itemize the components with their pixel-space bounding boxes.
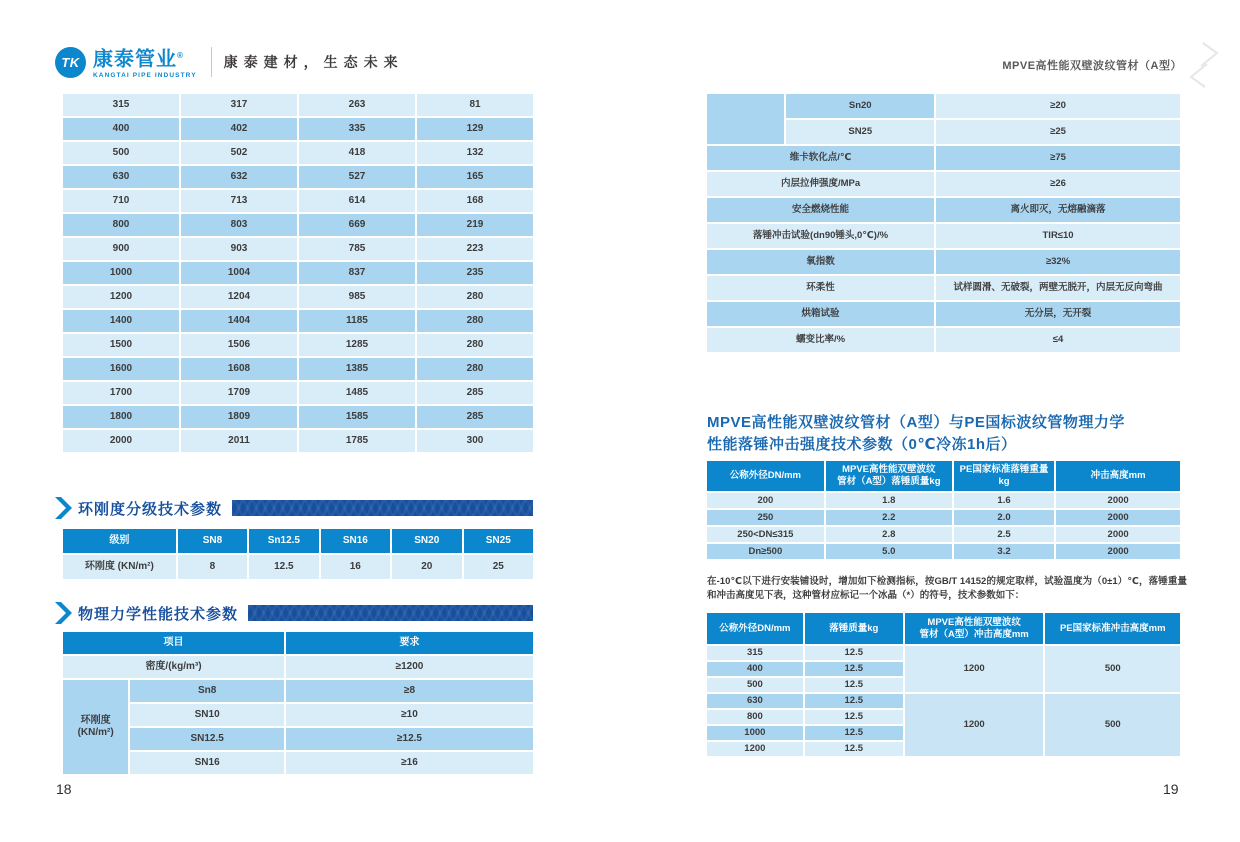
table-cell: 900 [63,238,179,260]
row-label: SN16 [130,752,284,774]
column-header: 公称外径DN/mm [707,461,824,491]
table-cell: 985 [299,286,415,308]
row-label: Sn8 [130,680,284,702]
table-cell: 165 [417,166,533,188]
table-cell: 1.6 [954,493,1054,508]
column-header: 冲击高度mm [1056,461,1180,491]
table-row [63,358,533,380]
table-cell: 335 [299,118,415,140]
table-cell: 785 [299,238,415,260]
table-cell: 1785 [299,430,415,452]
table-cell: 1485 [299,382,415,404]
row-label: 维卡软化点/℃ [707,146,934,170]
table-cell: 1.8 [826,493,952,508]
row-label: 蠕变比率/% [707,328,934,352]
table-row [707,493,1180,508]
column-header: Sn12.5 [249,529,318,553]
brand-subtitle: KANGTAI PIPE INDUSTRY [93,71,197,79]
column-header: SN16 [321,529,390,553]
table-cell: 20 [392,555,461,579]
table-cell: 1500 [63,334,179,356]
table-cell: 12.5 [805,742,903,756]
table-row [707,694,1180,708]
table-row [707,94,1180,118]
column-header [905,613,1044,644]
table-cell: 168 [417,190,533,212]
table-row [63,118,533,140]
table-cell: 632 [181,166,297,188]
table-cell: 1404 [181,310,297,332]
table-cell: 223 [417,238,533,260]
table-row [63,190,533,212]
table-cell: 132 [417,142,533,164]
table-cell: 500 [63,142,179,164]
table-cell: 1004 [181,262,297,284]
impact-title-line1: MPVE高性能双壁波纹管材（A型）与PE国标波纹管物理力学 [707,414,1125,431]
row-label: 环柔性 [707,276,934,300]
brand-s-icon [1188,40,1220,90]
table-cell: 803 [181,214,297,236]
table-cell: ≥32% [936,250,1180,274]
table-cell: ≥12.5 [286,728,533,750]
pipe-dimension-table [61,92,535,454]
column-header-line: 管材（A型）冲击高度mm [919,628,1029,640]
table-cell: 614 [299,190,415,212]
table-cell: TIR≤10 [936,224,1180,248]
table-row [63,334,533,356]
table-row [707,527,1180,542]
column-header-line: MPVE高性能双壁波纹 [842,464,936,476]
brand-tagline: 康泰建材，生态未来 [223,54,404,71]
table-cell: 200 [707,493,824,508]
table-row [63,430,533,452]
table-cell: 1809 [181,406,297,428]
section-title-bar [232,500,533,516]
section-ring-stiffness-header [55,497,533,519]
table-cell: 669 [299,214,415,236]
registered-mark: ® [177,51,184,60]
table-cell: 12.5 [805,678,903,692]
table-cell: 12.5 [805,646,903,660]
section-physical-header [55,602,533,624]
table-row [707,276,1180,300]
table-cell: 1000 [63,262,179,284]
section-title-bar [248,605,533,621]
column-header: 级别 [63,529,176,553]
brand-text-block [93,46,197,79]
table-row [63,704,533,726]
table-cell: 903 [181,238,297,260]
table-cell: 713 [181,190,297,212]
table-row [63,555,533,579]
brand-logo [55,46,404,79]
section-arrow-icon [55,497,72,519]
column-header: SN8 [178,529,247,553]
table-row [63,728,533,750]
column-header: PE国家标准落锤重量kg [954,461,1054,491]
group-label-line: 环刚度 [80,714,111,726]
table-row [707,198,1180,222]
table-cell: ≥8 [286,680,533,702]
table-cell: 离火即灭，无熔融滴落 [936,198,1180,222]
table-cell: 2000 [1056,544,1180,559]
page-number-right: 19 [1163,781,1179,797]
table-cell: 400 [707,662,803,676]
table-row [63,238,533,260]
table-cell: 400 [63,118,179,140]
table-cell: 1204 [181,286,297,308]
merged-cell: 1200 [905,646,1044,692]
table-cell: 2000 [1056,493,1180,508]
table-cell: 630 [63,166,179,188]
impact-title-line2: 性能落锤冲击强度技术参数（0℃冷冻1h后） [707,436,1017,453]
table-cell: ≥10 [286,704,533,726]
table-cell: 2011 [181,430,297,452]
table-cell: ≥25 [936,120,1180,144]
table-cell: 1385 [299,358,415,380]
table-cell: 2000 [1056,510,1180,525]
table-cell: 12.5 [805,710,903,724]
table-cell: 1700 [63,382,179,404]
section-title: 环刚度分级技术参数 [78,500,223,518]
table-cell: 81 [417,94,533,116]
table-cell: 837 [299,262,415,284]
row-label: 环刚度 (KN/m²) [63,555,176,579]
table-cell: 129 [417,118,533,140]
row-label: 氧指数 [707,250,934,274]
column-header: SN20 [392,529,461,553]
table-cell: 1200 [63,286,179,308]
table-cell: 1800 [63,406,179,428]
table-cell: 1585 [299,406,415,428]
table-cell: 285 [417,382,533,404]
table-row [707,302,1180,326]
table-cell: Dn≥500 [707,544,824,559]
table-row [63,286,533,308]
column-header: 落锤质量kg [805,613,903,644]
table-header-row [63,529,533,553]
section-arrow-icon [55,602,72,624]
table-cell: 280 [417,334,533,356]
table-row [707,172,1180,196]
table-cell: 1709 [181,382,297,404]
table-cell: 250<DN≤315 [707,527,824,542]
table-cell: 1608 [181,358,297,380]
table-header-row [63,632,533,654]
table-cell: 12.5 [805,726,903,740]
row-label: 落锤冲击试验(dn90锤头,0℃)/% [707,224,934,248]
table-cell: 500 [707,678,803,692]
column-header: SN25 [464,529,534,553]
group-label [63,680,128,774]
table-cell: 800 [707,710,803,724]
row-label: SN25 [786,120,934,144]
table-row [63,310,533,332]
page-topic-title: MPVE高性能双壁波纹管材（A型） [1002,60,1182,72]
row-label: 安全燃烧性能 [707,198,934,222]
table-cell: 8 [178,555,247,579]
table-cell: 280 [417,286,533,308]
table-cell: 315 [63,94,179,116]
cold-impact-table [705,611,1182,758]
table-header-row [707,461,1180,491]
table-cell: 1185 [299,310,415,332]
section-title: 物理力学性能技术参数 [78,605,239,623]
table-cell: 1506 [181,334,297,356]
row-label: SN10 [130,704,284,726]
table-cell: 800 [63,214,179,236]
row-label: Sn20 [786,94,934,118]
table-cell: 418 [299,142,415,164]
table-row [707,544,1180,559]
table-cell: 12.5 [805,662,903,676]
table-cell: 315 [707,646,803,660]
table-cell: 235 [417,262,533,284]
group-label-empty [707,94,784,144]
table-cell: 2.5 [954,527,1054,542]
table-cell: 285 [417,406,533,428]
table-cell: ≥20 [936,94,1180,118]
table-row [707,646,1180,660]
impact-strength-table [705,459,1182,561]
impact-section-title [707,412,1187,456]
table-cell: 无分层，无开裂 [936,302,1180,326]
table-cell: 402 [181,118,297,140]
table-cell: 3.2 [954,544,1054,559]
physical-properties-continued-table [705,92,1182,354]
table-cell: ≥16 [286,752,533,774]
brand-name [93,46,197,70]
table-row [63,214,533,236]
table-cell: 5.0 [826,544,952,559]
table-row [63,680,533,702]
table-cell: 试样圆滑、无破裂，两壁无脱开，内层无反向弯曲 [936,276,1180,300]
column-header: 公称外径DN/mm [707,613,803,644]
column-header-line: 管材（A型）落锤质量kg [837,476,941,487]
brand-name-text: 康泰管业 [93,48,177,71]
header-divider [211,47,212,77]
row-label: 内层拉伸强度/MPa [707,172,934,196]
table-cell: 12.5 [249,555,318,579]
brand-logo-icon: TK [55,47,86,78]
column-header: 要求 [286,632,533,654]
table-cell: 2000 [1056,527,1180,542]
group-label-line: (KN/m²) [77,727,114,738]
table-cell: 280 [417,310,533,332]
table-cell: 317 [181,94,297,116]
row-label: 烘箱试验 [707,302,934,326]
table-cell: 25 [464,555,534,579]
table-cell: 12.5 [805,694,903,708]
table-cell: 219 [417,214,533,236]
table-row [63,656,533,678]
physical-properties-table [61,630,535,776]
table-cell: 1400 [63,310,179,332]
column-header: 项目 [63,632,284,654]
table-cell: 630 [707,694,803,708]
ring-stiffness-table [61,527,535,581]
table-row [707,146,1180,170]
table-row [707,250,1180,274]
table-cell: 2.8 [826,527,952,542]
table-cell: 2000 [63,430,179,452]
table-cell: 1200 [707,742,803,756]
column-header-line: MPVE高性能双壁波纹 [927,616,1021,628]
table-cell: 710 [63,190,179,212]
page-number-left: 18 [56,781,72,797]
table-cell: 263 [299,94,415,116]
row-label: SN12.5 [130,728,284,750]
table-cell: 280 [417,358,533,380]
table-row [63,94,533,116]
table-cell: 527 [299,166,415,188]
table-cell: ≥1200 [286,656,533,678]
table-row [63,166,533,188]
column-header [826,461,952,491]
table-header-row [707,613,1180,644]
merged-cell: 500 [1045,694,1180,756]
table-row [63,382,533,404]
merged-cell: 1200 [905,694,1044,756]
header-right [1002,40,1220,90]
table-cell: 2.0 [954,510,1054,525]
table-cell: 502 [181,142,297,164]
merged-cell: 500 [1045,646,1180,692]
table-cell: 300 [417,430,533,452]
table-cell: ≥75 [936,146,1180,170]
table-row [63,406,533,428]
table-cell: ≤4 [936,328,1180,352]
table-cell: 2.2 [826,510,952,525]
column-header: PE国家标准冲击高度mm [1045,613,1180,644]
table-cell: 16 [321,555,390,579]
table-cell: 1000 [707,726,803,740]
table-cell: 1600 [63,358,179,380]
table-cell: 250 [707,510,824,525]
table-cell: 1285 [299,334,415,356]
table-row [63,262,533,284]
table-row [63,752,533,774]
table-row [707,328,1180,352]
table-cell: ≥26 [936,172,1180,196]
table-row [707,224,1180,248]
table-row [707,510,1180,525]
cold-condition-note: 在-10℃以下进行安装铺设时，增加如下检测指标，按GB/T 14152的规定取样，试验温度为（0±1）℃，落锤重量和冲击高度见下表，这种管材应标记一个冰晶（*）的符号，技术参数如下： [707,576,1187,601]
table-row [63,142,533,164]
row-label: 密度/(kg/m³) [63,656,284,678]
